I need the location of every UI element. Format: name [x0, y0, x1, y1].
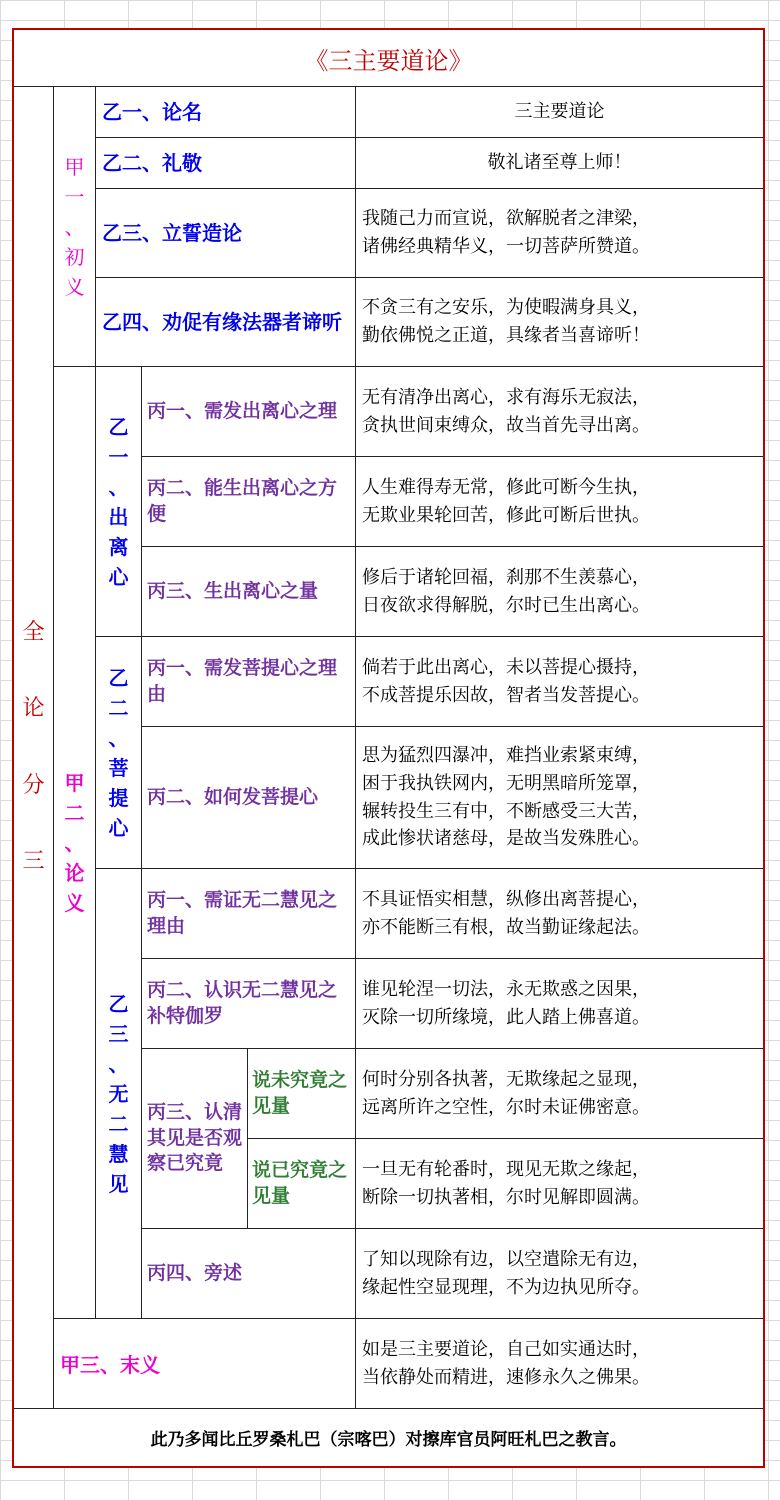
yi1-treatise-name-label: 乙一、论名 — [96, 87, 356, 138]
yi4-exhort-label: 乙四、劝促有缘法器者谛听 — [96, 278, 356, 367]
whole-treatise-label — [14, 87, 54, 1409]
jia2-char: 甲 — [64, 770, 85, 795]
page-title: 《三主要道论》 — [14, 30, 763, 87]
yi3-char: 、 — [108, 1051, 129, 1076]
yi1-char: 一 — [108, 444, 129, 469]
whole-char: 论 — [22, 696, 45, 722]
bing-label-s3: 丙三、生出离心之量 — [142, 547, 356, 637]
verse-r4: 不贪三有之安乐，为使暇满身具义， 勤依佛悦之正道，具缘者当喜谛听！ — [356, 278, 763, 367]
colophon: 此乃多闻比丘罗桑札巴（宗喀巴）对擦库官员阿旺札巴之教言。 — [150, 1429, 627, 1450]
section-jia2-label — [54, 367, 96, 1319]
bing-label-s9: 丙四、旁述 — [142, 1229, 356, 1319]
jia1-char: 、 — [64, 214, 85, 239]
whole-char: 分 — [22, 772, 45, 798]
yi3-char: 乙 — [108, 991, 129, 1016]
jia1-char: 甲 — [64, 154, 85, 179]
yi3-char: 二 — [108, 1111, 129, 1136]
verse-r1: 三主要道论 — [356, 87, 763, 138]
yi3-char: 慧 — [108, 1141, 129, 1166]
yi2-bodhicitta-label — [96, 637, 142, 869]
ding-label-s8b: 说已究竟之见量 — [248, 1139, 356, 1229]
bing-label-s4: 丙一、需发菩提心之理由 — [142, 637, 356, 727]
yi2-char: 菩 — [108, 755, 129, 780]
bing-label-s8: 丙三、认清其见是否观察已究竟 — [142, 1049, 248, 1229]
verse-r3: 我随己力而宣说，欲解脱者之津梁， 诸佛经典精华义，一切菩萨所赞道。 — [356, 189, 763, 278]
jia2-char: 、 — [64, 830, 85, 855]
verse-s4: 倘若于此出离心，未以菩提心摄持， 不成菩提乐因故，智者当发菩提心。 — [356, 637, 763, 727]
yi3-vow-label: 乙三、立誓造论 — [96, 189, 356, 278]
bing-label-s1: 丙一、需发出离心之理 — [142, 367, 356, 457]
yi1-renunciation-label — [96, 367, 142, 637]
yi3-wisdom-view-label — [96, 869, 142, 1319]
yi2-char: 二 — [108, 695, 129, 720]
bing-label-s7: 丙二、认识无二慧见之补特伽罗 — [142, 959, 356, 1049]
section-jia1-label — [54, 87, 96, 367]
whole-char: 三 — [22, 848, 45, 874]
section-jia3-label: 甲三、末义 — [54, 1319, 356, 1409]
yi2-homage-label: 乙二、礼敬 — [96, 138, 356, 189]
verse-s8a: 何时分别各执著，无欺缘起之显现， 远离所许之空性，尔时未证佛密意。 — [356, 1049, 763, 1139]
yi1-char: 心 — [108, 564, 129, 589]
verse-s1: 无有清净出离心，求有海乐无寂法， 贪执世间束缚众，故当首先寻出离。 — [356, 367, 763, 457]
jia2-char: 义 — [64, 890, 85, 915]
yi2-char: 、 — [108, 725, 129, 750]
verse-s2: 人生难得寿无常，修此可断今生执， 无欺业果轮回苦，修此可断后世执。 — [356, 457, 763, 547]
verse-s3: 修后于诸轮回福，刹那不生羡慕心， 日夜欲求得解脱，尔时已生出离心。 — [356, 547, 763, 637]
yi3-char: 无 — [108, 1081, 129, 1106]
yi1-char: 、 — [108, 474, 129, 499]
jia1-char: 一 — [64, 184, 85, 209]
verse-r2: 敬礼诸至尊上师！ — [356, 138, 763, 189]
outline-table — [12, 28, 765, 1468]
bing-label-s6: 丙一、需证无二慧见之理由 — [142, 869, 356, 959]
jia2-char: 论 — [64, 860, 85, 885]
yi2-char: 心 — [108, 815, 129, 840]
jia1-char: 初 — [64, 244, 85, 269]
bing-label-s5: 丙二、如何发菩提心 — [142, 727, 356, 869]
jia1-char: 义 — [64, 274, 85, 299]
verse-s6: 不具证悟实相慧，纵修出离菩提心， 亦不能断三有根，故当勤证缘起法。 — [356, 869, 763, 959]
yi3-char: 三 — [108, 1021, 129, 1046]
yi3-char: 见 — [108, 1171, 129, 1196]
jia2-char: 二 — [64, 800, 85, 825]
verse-s8b: 一旦无有轮番时，现见无欺之缘起， 断除一切执著相，尔时见解即圆满。 — [356, 1139, 763, 1229]
whole-char: 全 — [22, 620, 45, 646]
yi1-char: 离 — [108, 534, 129, 559]
verse-s7: 谁见轮涅一切法，永无欺惑之因果， 灭除一切所缘境，此人踏上佛喜道。 — [356, 959, 763, 1049]
yi2-char: 提 — [108, 785, 129, 810]
ding-label-s8a: 说未究竟之见量 — [248, 1049, 356, 1139]
verse-s5: 思为猛烈四瀑冲，难挡业索紧束缚， 困于我执铁网内，无明黑暗所笼罩， 辗转投生三有中，不断感受三大苦， 成此惨状诸慈母，是故当发殊胜心。 — [356, 727, 763, 869]
yi1-char: 乙 — [108, 414, 129, 439]
verse-jia3: 如是三主要道论，自己如实通达时， 当依静处而精进，速修永久之佛果。 — [356, 1319, 763, 1409]
yi2-char: 乙 — [108, 665, 129, 690]
bing-label-s2: 丙二、能生出离心之方便 — [142, 457, 356, 547]
verse-s9: 了知以现除有边，以空遣除无有边， 缘起性空显现理，不为边执见所夺。 — [356, 1229, 763, 1319]
yi1-char: 出 — [108, 504, 129, 529]
